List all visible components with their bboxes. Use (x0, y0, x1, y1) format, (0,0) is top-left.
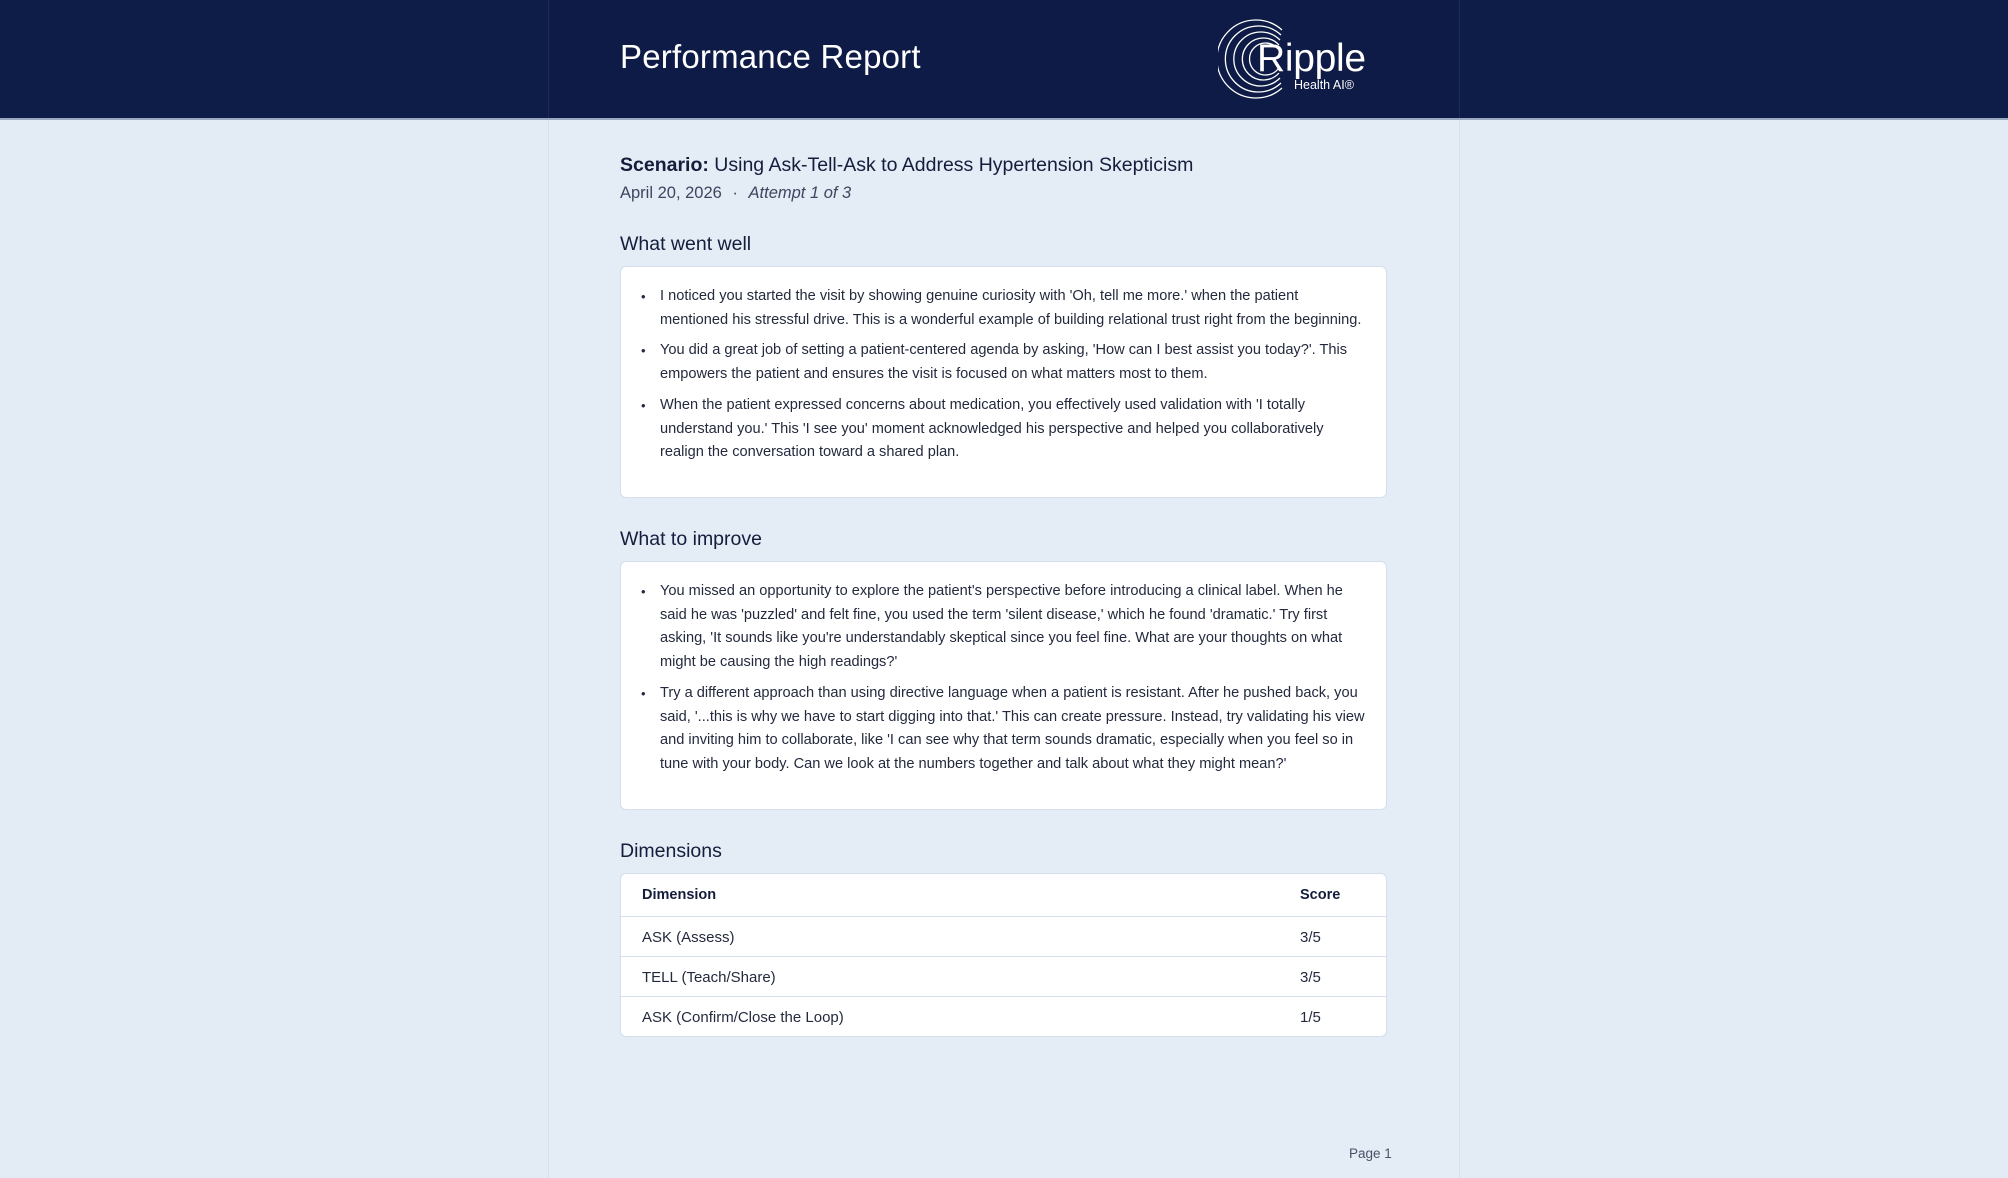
scenario-meta (620, 184, 851, 203)
report-date: April 20, 2026 (620, 184, 722, 202)
went-well-heading: What went well (620, 233, 752, 255)
dimension-score: 3/5 (1300, 969, 1321, 986)
dimensions-table (620, 873, 1387, 1037)
dimension-score: 1/5 (1300, 1009, 1321, 1026)
dimension-name: TELL (Teach/Share) (642, 969, 776, 986)
dimension-name: ASK (Confirm/Close the Loop) (642, 1009, 844, 1026)
list-item: • When the patient expressed concerns about medication, you effectively used validation with 'I totally understand you.' This 'I see you' moment acknowledged his perspective and helped you collaboratively realign the conversation toward a shared plan. (641, 394, 1366, 465)
list-item: • Try a different approach than using directive language when a patient is resistant. After he pushed back, you said, '...this is why we have to start digging into that.' This can create pressure. Instead, try validating his view and inviting him to collaborate, like 'I can see why that term sounds dramatic, especially when you feel so in tune with your body. Can we look at the numbers together and talk about what they might mean?' (641, 682, 1366, 777)
went-well-card (620, 266, 1387, 498)
scenario-name: Using Ask-Tell-Ask to Address Hypertension Skepticism (714, 154, 1194, 176)
logo-subtitle: Health AI® (1294, 78, 1354, 92)
page-number: Page 1 (1349, 1146, 1392, 1161)
improve-card (620, 561, 1387, 810)
header-divider (0, 118, 2008, 120)
report-title: Performance Report (620, 38, 921, 75)
table-row (621, 956, 1386, 996)
scenario-title (620, 154, 1193, 177)
table-row (621, 916, 1386, 956)
logo-wordmark: Ripple (1257, 37, 1366, 80)
attempt-count: Attempt 1 of 3 (748, 184, 852, 202)
column-header-score: Score (1300, 887, 1341, 903)
list-item: • I noticed you started the visit by showing genuine curiosity with 'Oh, tell me more.' when the patient mentioned his stressful drive. This is a wonderful example of building relational trust right from the beginning. (641, 285, 1366, 332)
scenario-label: Scenario: (620, 154, 709, 176)
list-item: • You missed an opportunity to explore the patient's perspective before introducing a clinical label. When he said he was 'puzzled' and felt fine, you used the term 'silent disease,' which he found 'dramatic.' Try first asking, 'It sounds like you're understandably skeptical since you feel fine. What are your thoughts on what might be causing the high readings?' (641, 580, 1366, 675)
list-item: • You did a great job of setting a patient-centered agenda by asking, 'How can I best assist you today?'. This empowers the patient and ensures the visit is focused on what matters most to them. (641, 339, 1366, 386)
dimension-name: ASK (Assess) (642, 929, 735, 946)
meta-separator: · (732, 184, 738, 202)
improve-heading: What to improve (620, 528, 762, 550)
table-header-row (621, 874, 1386, 916)
column-header-dimension: Dimension (642, 887, 717, 903)
table-row (621, 996, 1386, 1036)
dimensions-heading: Dimensions (620, 840, 722, 862)
dimension-score: 3/5 (1300, 929, 1321, 946)
